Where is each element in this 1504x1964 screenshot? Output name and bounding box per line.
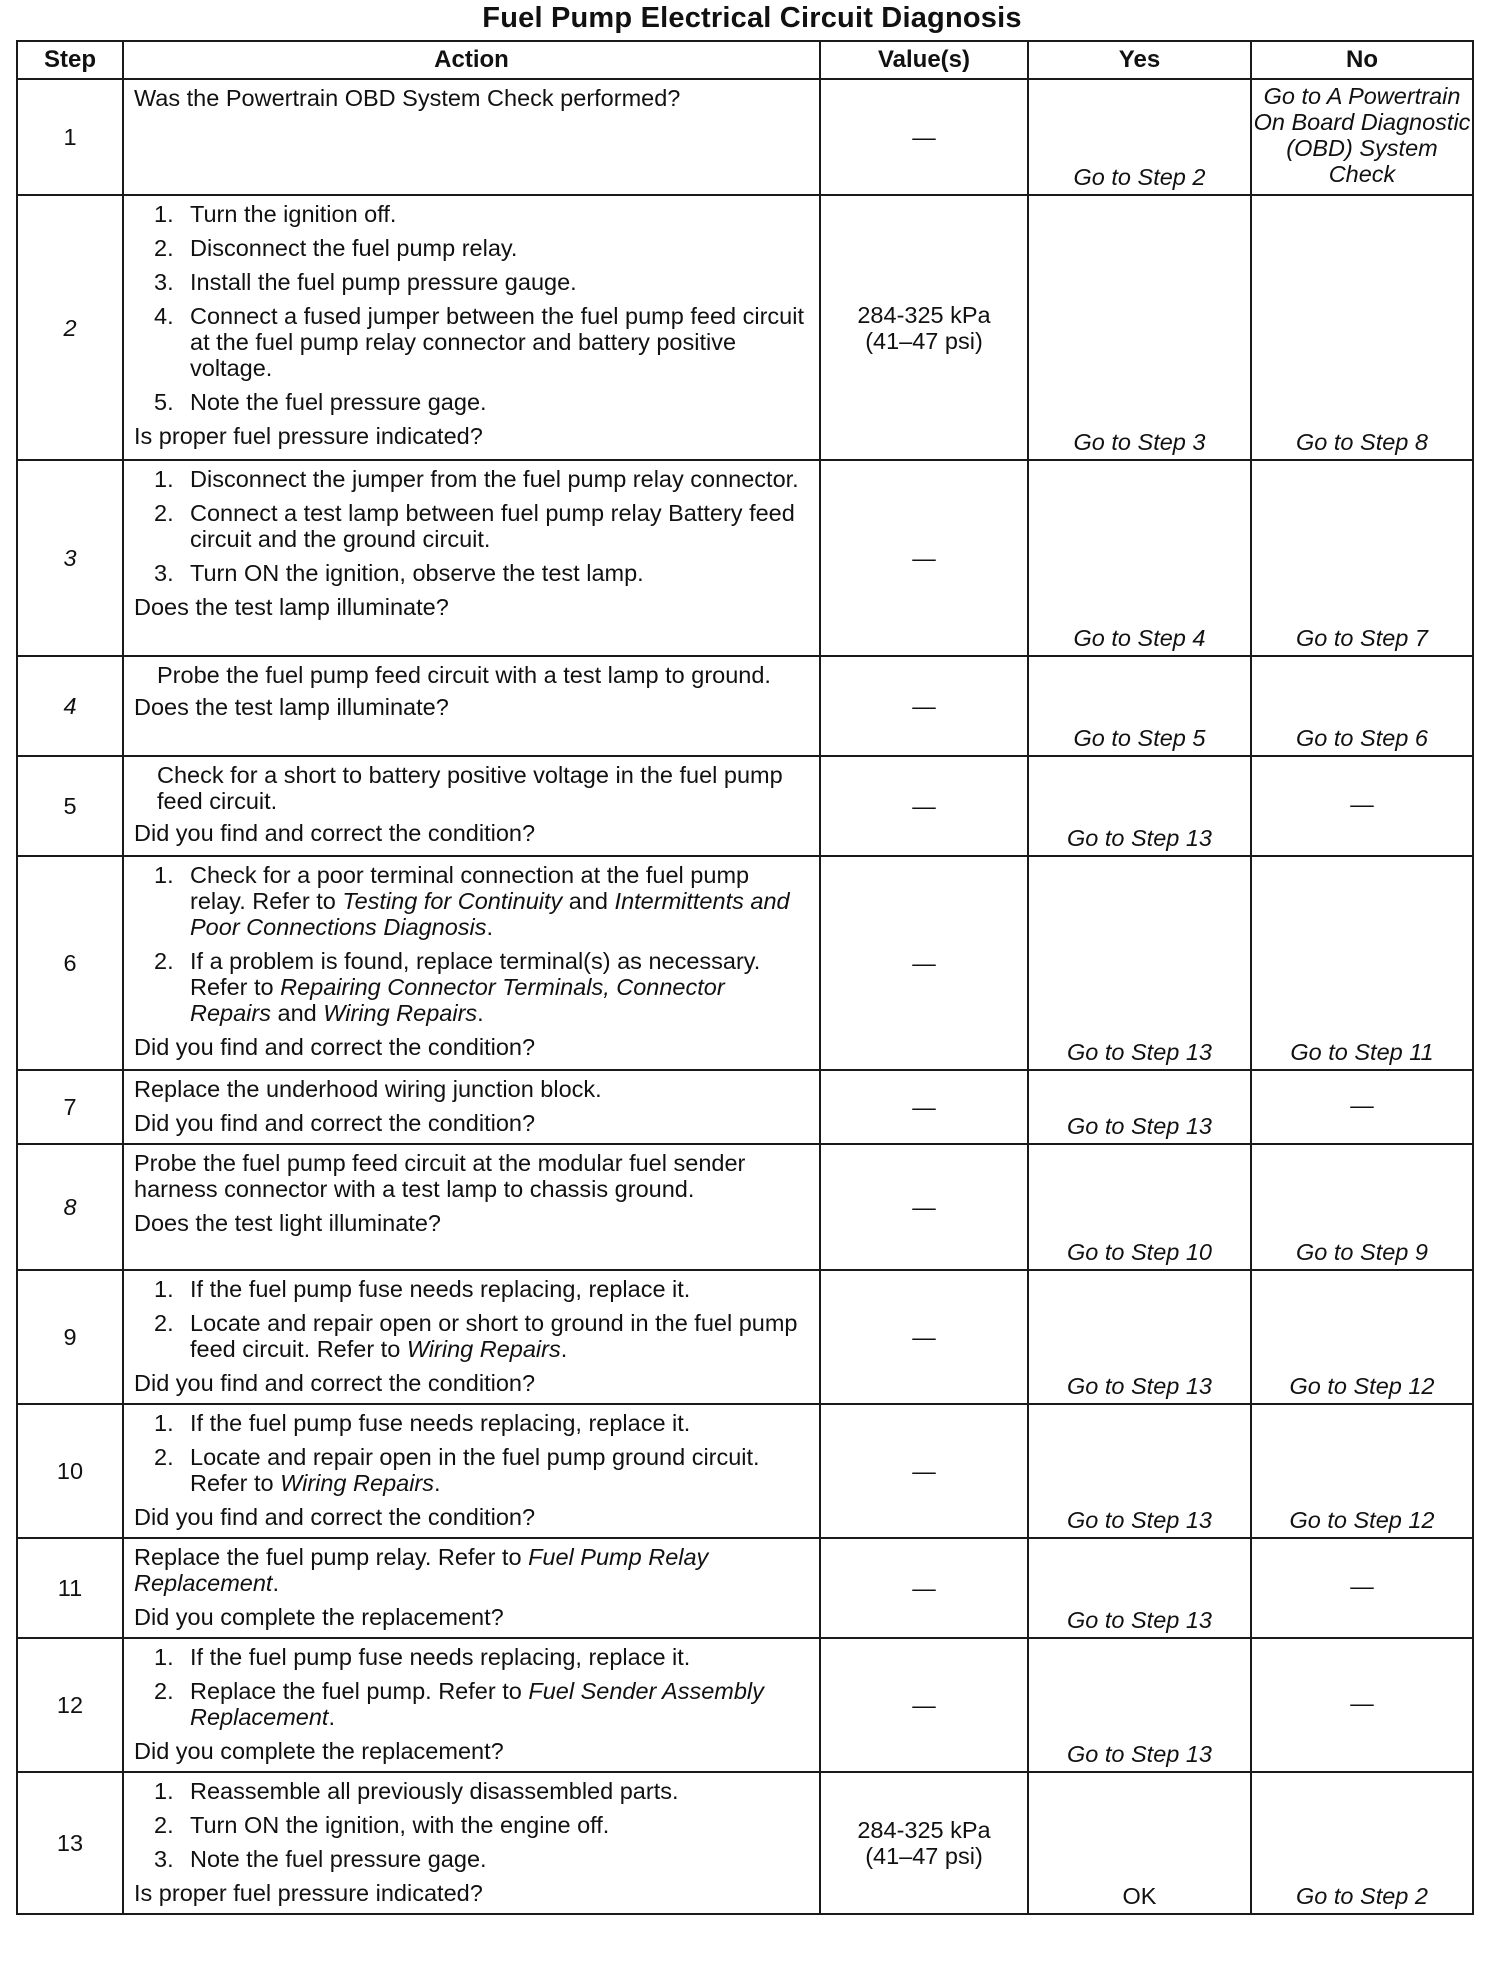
yes-cell: Go to Step 13 (1028, 856, 1251, 1070)
step-number: 7 (17, 1070, 123, 1144)
step-number: 10 (17, 1404, 123, 1538)
action-cell (123, 1404, 820, 1538)
no-cell: Go to Step 12 (1251, 1404, 1473, 1538)
action-cell (123, 856, 820, 1070)
value-cell: — (820, 1538, 1028, 1638)
action-cell (123, 195, 820, 460)
page-title: Fuel Pump Electrical Circuit Diagnosis (482, 2, 1022, 34)
action-cell (123, 1070, 820, 1144)
no-cell: Go to Step 11 (1251, 856, 1473, 1070)
step-number: 2 (17, 195, 123, 460)
no-text: Go to (1263, 83, 1327, 109)
no-cell: Go to Step 6 (1251, 656, 1473, 756)
action-cell (123, 1144, 820, 1270)
no-cell (1251, 79, 1473, 195)
diagnosis-table (16, 40, 1474, 1915)
yes-cell: Go to Step 3 (1028, 195, 1251, 460)
list-item: 1. If the fuel pump fuse needs replacing, replace it. (154, 1410, 691, 1436)
value-cell: 284-325 kPa (41–47 psi) (820, 1772, 1028, 1914)
list-item: 1. Disconnect the jumper from the fuel pump relay connector. (154, 466, 799, 492)
no-reference: A Powertrain On Board Diagnostic (OBD) System Check (1253, 83, 1471, 187)
table-row (17, 1404, 1473, 1538)
table-row (17, 756, 1473, 856)
action-question: Did you find and correct the condition? (134, 1034, 536, 1060)
action-question: Did you complete the replacement? (134, 1604, 504, 1630)
table-row (17, 1070, 1473, 1144)
list-item: 4. Connect a fused jumper between the fuel pump feed circuit at the fuel pump relay connector and battery positive voltage. (154, 303, 804, 381)
list-item: 5. Note the fuel pressure gage. (154, 389, 487, 415)
step-number: 11 (17, 1538, 123, 1638)
action-question: Is proper fuel pressure indicated? (134, 423, 483, 449)
no-cell: — (1251, 1638, 1473, 1772)
action-question: Does the test light illuminate? (134, 1210, 441, 1236)
list-item: 3. Turn ON the ignition, observe the test lamp. (154, 560, 644, 586)
no-cell: — (1251, 1538, 1473, 1638)
yes-cell: Go to Step 13 (1028, 1070, 1251, 1144)
value-cell: — (820, 460, 1028, 656)
value-cell: — (820, 656, 1028, 756)
list-item: 1. Reassemble all previously disassembled parts. (154, 1778, 679, 1804)
action-question: Did you find and correct the condition? (134, 1370, 536, 1396)
value-cell: — (820, 79, 1028, 195)
value-cell: — (820, 856, 1028, 1070)
list-item: 1. If the fuel pump fuse needs replacing, replace it. (154, 1644, 691, 1670)
action-lead: Check for a short to battery positive voltage in the fuel pump feed circuit. (157, 762, 783, 814)
list-item: 3. Install the fuel pump pressure gauge. (154, 269, 577, 295)
no-cell: Go to Step 12 (1251, 1270, 1473, 1404)
yes-cell: Go to Step 13 (1028, 1638, 1251, 1772)
yes-cell: Go to Step 13 (1028, 1404, 1251, 1538)
yes-cell: Go to Step 2 (1028, 79, 1251, 195)
header-values: Value(s) (820, 41, 1028, 79)
table-row (17, 1538, 1473, 1638)
step-number: 8 (17, 1144, 123, 1270)
step-number: 6 (17, 856, 123, 1070)
step-number: 3 (17, 460, 123, 656)
action-question: Does the test lamp illuminate? (134, 694, 449, 720)
value-cell: — (820, 1070, 1028, 1144)
yes-cell: Go to Step 13 (1028, 1538, 1251, 1638)
step-number: 1 (17, 79, 123, 195)
action-cell (123, 1772, 820, 1914)
yes-cell: Go to Step 13 (1028, 1270, 1251, 1404)
yes-cell: OK (1028, 1772, 1251, 1914)
table-row (17, 1270, 1473, 1404)
action-question: Does the test lamp illuminate? (134, 594, 449, 620)
action-lead: Was the Powertrain OBD System Check performed? (134, 85, 681, 111)
header-action: Action (123, 41, 820, 79)
action-lead: Replace the fuel pump relay. Refer to Fuel Pump Relay Replacement. (134, 1544, 709, 1596)
table-row (17, 856, 1473, 1070)
action-question: Did you find and correct the condition? (134, 1110, 536, 1136)
table-row (17, 1144, 1473, 1270)
table-row (17, 656, 1473, 756)
action-lead: Probe the fuel pump feed circuit with a test lamp to ground. (157, 662, 771, 688)
list-item: 2. Turn ON the ignition, with the engine off. (154, 1812, 610, 1838)
value-cell: — (820, 1270, 1028, 1404)
header-row (17, 41, 1473, 79)
yes-cell: Go to Step 10 (1028, 1144, 1251, 1270)
list-item: 2. Locate and repair open in the fuel pump ground circuit. Refer to Wiring Repairs. (154, 1444, 760, 1496)
action-cell (123, 1638, 820, 1772)
header-no: No (1251, 41, 1473, 79)
no-cell: — (1251, 756, 1473, 856)
header-step: Step (17, 41, 123, 79)
no-cell: Go to Step 9 (1251, 1144, 1473, 1270)
table-row (17, 1772, 1473, 1914)
table-row (17, 195, 1473, 460)
step-number: 9 (17, 1270, 123, 1404)
action-cell (123, 460, 820, 656)
no-cell: Go to Step 7 (1251, 460, 1473, 656)
action-cell (123, 656, 820, 756)
yes-cell: Go to Step 13 (1028, 756, 1251, 856)
no-cell: — (1251, 1070, 1473, 1144)
action-lead: Replace the underhood wiring junction block. (134, 1076, 602, 1102)
list-item: 2. Locate and repair open or short to ground in the fuel pump feed circuit. Refer to Wiring Repairs. (154, 1310, 798, 1362)
list-item: 1. If the fuel pump fuse needs replacing, replace it. (154, 1276, 691, 1302)
step-number: 12 (17, 1638, 123, 1772)
table-row (17, 79, 1473, 195)
value-cell: — (820, 1638, 1028, 1772)
action-lead: Probe the fuel pump feed circuit at the modular fuel sender harness connector with a test lamp to chassis ground. (134, 1150, 746, 1202)
action-cell (123, 1538, 820, 1638)
yes-cell: Go to Step 5 (1028, 656, 1251, 756)
no-cell: Go to Step 2 (1251, 1772, 1473, 1914)
table-row (17, 460, 1473, 656)
table-row (17, 1638, 1473, 1772)
step-number: 5 (17, 756, 123, 856)
action-cell (123, 1270, 820, 1404)
action-question: Did you complete the replacement? (134, 1738, 504, 1764)
list-item: 3. Note the fuel pressure gage. (154, 1846, 487, 1872)
list-item: 1. Check for a poor terminal connection at the fuel pump relay. Refer to Testing for Continuity and Intermittents and Poor Connections Diagnosis. (154, 862, 790, 940)
list-item: 2. If a problem is found, replace terminal(s) as necessary. Refer to Repairing Connector Terminals, Connector Repairs and Wiring Repairs. (154, 948, 761, 1026)
list-item: 2. Connect a test lamp between fuel pump relay Battery feed circuit and the ground circuit. (154, 500, 795, 552)
list-item: 2. Disconnect the fuel pump relay. (154, 235, 518, 261)
action-question: Is proper fuel pressure indicated? (134, 1880, 483, 1906)
action-cell (123, 756, 820, 856)
value-cell: — (820, 756, 1028, 856)
step-number: 4 (17, 656, 123, 756)
list-item: 1. Turn the ignition off. (154, 201, 397, 227)
header-yes: Yes (1028, 41, 1251, 79)
value-cell: — (820, 1144, 1028, 1270)
yes-cell: Go to Step 4 (1028, 460, 1251, 656)
step-number: 13 (17, 1772, 123, 1914)
action-question: Did you find and correct the condition? (134, 1504, 536, 1530)
action-cell (123, 79, 820, 195)
no-cell: Go to Step 8 (1251, 195, 1473, 460)
value-cell: — (820, 1404, 1028, 1538)
value-cell: 284-325 kPa (41–47 psi) (820, 195, 1028, 460)
action-question: Did you find and correct the condition? (134, 820, 536, 846)
list-item: 2. Replace the fuel pump. Refer to Fuel Sender Assembly Replacement. (154, 1678, 764, 1730)
